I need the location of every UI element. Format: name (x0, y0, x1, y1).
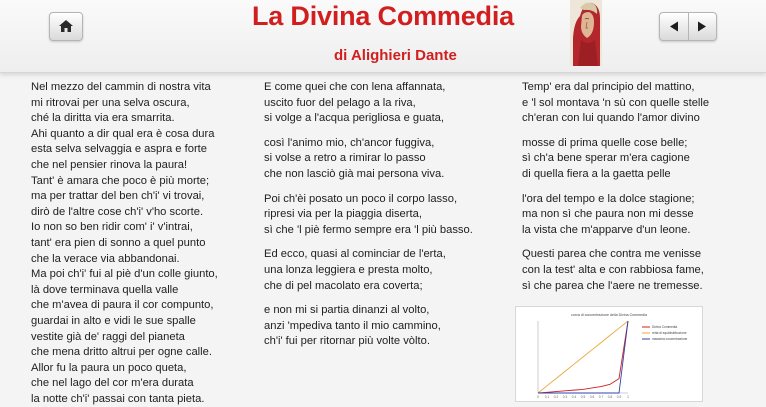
verse-line: vestite già de' raggi del pianeta (31, 330, 185, 343)
verse-line: che nel lago del cor m'era durata (31, 377, 194, 390)
page-subtitle: di Alighieri Dante (334, 47, 457, 64)
legend-label: Divina Commedia (652, 325, 678, 330)
verse-line: che di pel macolato era coverta; (264, 279, 423, 292)
verse-line: sì che parea che l'aere ne tremesse. (522, 279, 703, 292)
verse-line: tant' era pien di sonno a quel punto (31, 236, 206, 249)
verse-line: che nel pensier rinova la paura! (31, 158, 188, 171)
stanza-gap (264, 294, 473, 303)
verse-line: Questi parea che contra me venisse (522, 248, 702, 261)
legend-label: retta di equidistribuzione (652, 331, 687, 336)
verse-line: la notte ch'i' passai con tanta pieta. (31, 392, 205, 405)
dante-portrait (570, 0, 602, 66)
verse-line: Nel mezzo del cammin di nostra vita (31, 81, 211, 93)
verse-line: sì ch'a bene sperar m'era cagione (522, 152, 690, 165)
x-tick-label: 1 (627, 395, 629, 399)
verse-line: ma non sì che paura non mi desse (522, 208, 694, 221)
verse-line: sì che 'l piè fermo sempre era 'l più basso. (264, 223, 473, 236)
series-line-2 (538, 321, 628, 393)
triangle-left-icon (669, 21, 679, 32)
x-tick-label: 0.2 (553, 395, 559, 399)
x-tick-label: 0.7 (598, 395, 604, 399)
verse-line: e non mi si partia dinanzi al volto, (264, 304, 430, 317)
stanza-gap (522, 238, 709, 247)
verse-line: una lonza leggiera e presta molto, (264, 263, 433, 276)
verse-line: mi ritrovai per una selva oscura, (31, 96, 190, 109)
stanza-gap (522, 183, 709, 192)
verse-line: Poi ch'èi posato un poco il corpo lasso, (264, 192, 458, 205)
verse-line: Io non so ben ridir com' i' v'intrai, (31, 221, 193, 234)
verse-line: e 'l sol montava 'n sù con quelle stelle (522, 96, 710, 109)
verse-line: ché la diritta via era smarrita. (31, 112, 175, 125)
concentration-chart (515, 306, 703, 402)
verse-line: guardai in alto e vidi le sue spalle (31, 314, 196, 327)
verse-line: con la test' alta e con rabbiosa fame, (522, 263, 704, 276)
verse-line: Ma poi ch'i' fui al piè d'un colle giunto, (31, 268, 218, 281)
text-column-1 (31, 80, 218, 407)
verse-line: là dove terminava quella valle (31, 283, 179, 296)
verse-line: Temp' era dal principio del mattino, (522, 81, 695, 93)
stanza-gap (264, 238, 473, 247)
verse-line: ch'i' fui per ritornar più volte vòlto. (264, 335, 430, 348)
text-column-3 (522, 80, 709, 294)
verse-line: che m'avea di paura il cor compunto, (31, 299, 214, 312)
verse-line: anzi 'mpediva tanto il mio cammino, (264, 319, 441, 332)
legend-label: massima concentrazione (652, 337, 688, 342)
header-bar (0, 0, 766, 73)
verse-line: Ed ecco, quasi al cominciar de l'erta, (264, 248, 446, 261)
x-tick-label: 0.9 (616, 395, 622, 399)
verse-line: ma per trattar del ben ch'i' vi trovai, (31, 190, 205, 203)
previous-page-button[interactable] (660, 13, 688, 40)
verse-line: che non lasciò già mai persona viva. (264, 167, 445, 180)
verse-line: che la verace via abbandonai. (31, 252, 180, 265)
x-tick-label: 0 (537, 395, 539, 399)
x-tick-label: 0.3 (562, 395, 568, 399)
verse-line: ripresi via per la piaggia diserta, (264, 208, 422, 221)
verse-line: si volge a l'acqua perigliosa e guata, (264, 112, 445, 125)
verse-line: la vista che m'apparve d'un leone. (522, 223, 691, 236)
verse-line: dirò de l'altre cose ch'i' v'ho scorte. (31, 205, 204, 218)
triangle-right-icon (697, 21, 707, 32)
verse-line: che mena dritto altrui per ogne calle. (31, 346, 212, 359)
verse-line: mosse di prima quelle cose belle; (522, 136, 688, 149)
text-column-2 (264, 80, 473, 350)
verse-line: così l'animo mio, ch'ancor fuggiva, (264, 136, 435, 149)
verse-line: si volse a retro a rimirar lo passo (264, 152, 426, 165)
verse-line: ch'eran con lui quando l'amor divino (522, 112, 700, 125)
x-tick-label: 0.8 (607, 395, 613, 399)
verse-line: l'ora del tempo e la dolce stagione; (522, 192, 695, 205)
stanza-gap (522, 127, 709, 136)
x-tick-label: 0.1 (544, 395, 550, 399)
verse-line: E come quei che con lena affannata, (264, 81, 446, 93)
verse-line: Allor fu la paura un poco queta, (31, 361, 187, 374)
stanza-gap (264, 183, 473, 192)
verse-line: di quella fiera a la gaetta pelle (522, 167, 671, 180)
verse-line: Tant' è amara che poco è più morte; (31, 174, 210, 187)
verse-line: uscito fuor del pelago a la riva, (264, 96, 416, 109)
verse-line: esta selva selvaggia e aspra e forte (31, 143, 207, 156)
x-tick-label: 0.6 (589, 395, 595, 399)
next-page-button[interactable] (688, 13, 717, 40)
page-navigation (659, 12, 717, 41)
page-title: La Divina Commedia (252, 1, 514, 31)
stanza-gap (264, 127, 473, 136)
chart-title: curva di concentrazione della Divina Commedia (571, 313, 647, 317)
x-tick-label: 0.5 (580, 395, 586, 399)
x-tick-label: 0.4 (571, 395, 577, 399)
verse-line: Ahi quanto a dir qual era è cosa dura (31, 127, 215, 140)
